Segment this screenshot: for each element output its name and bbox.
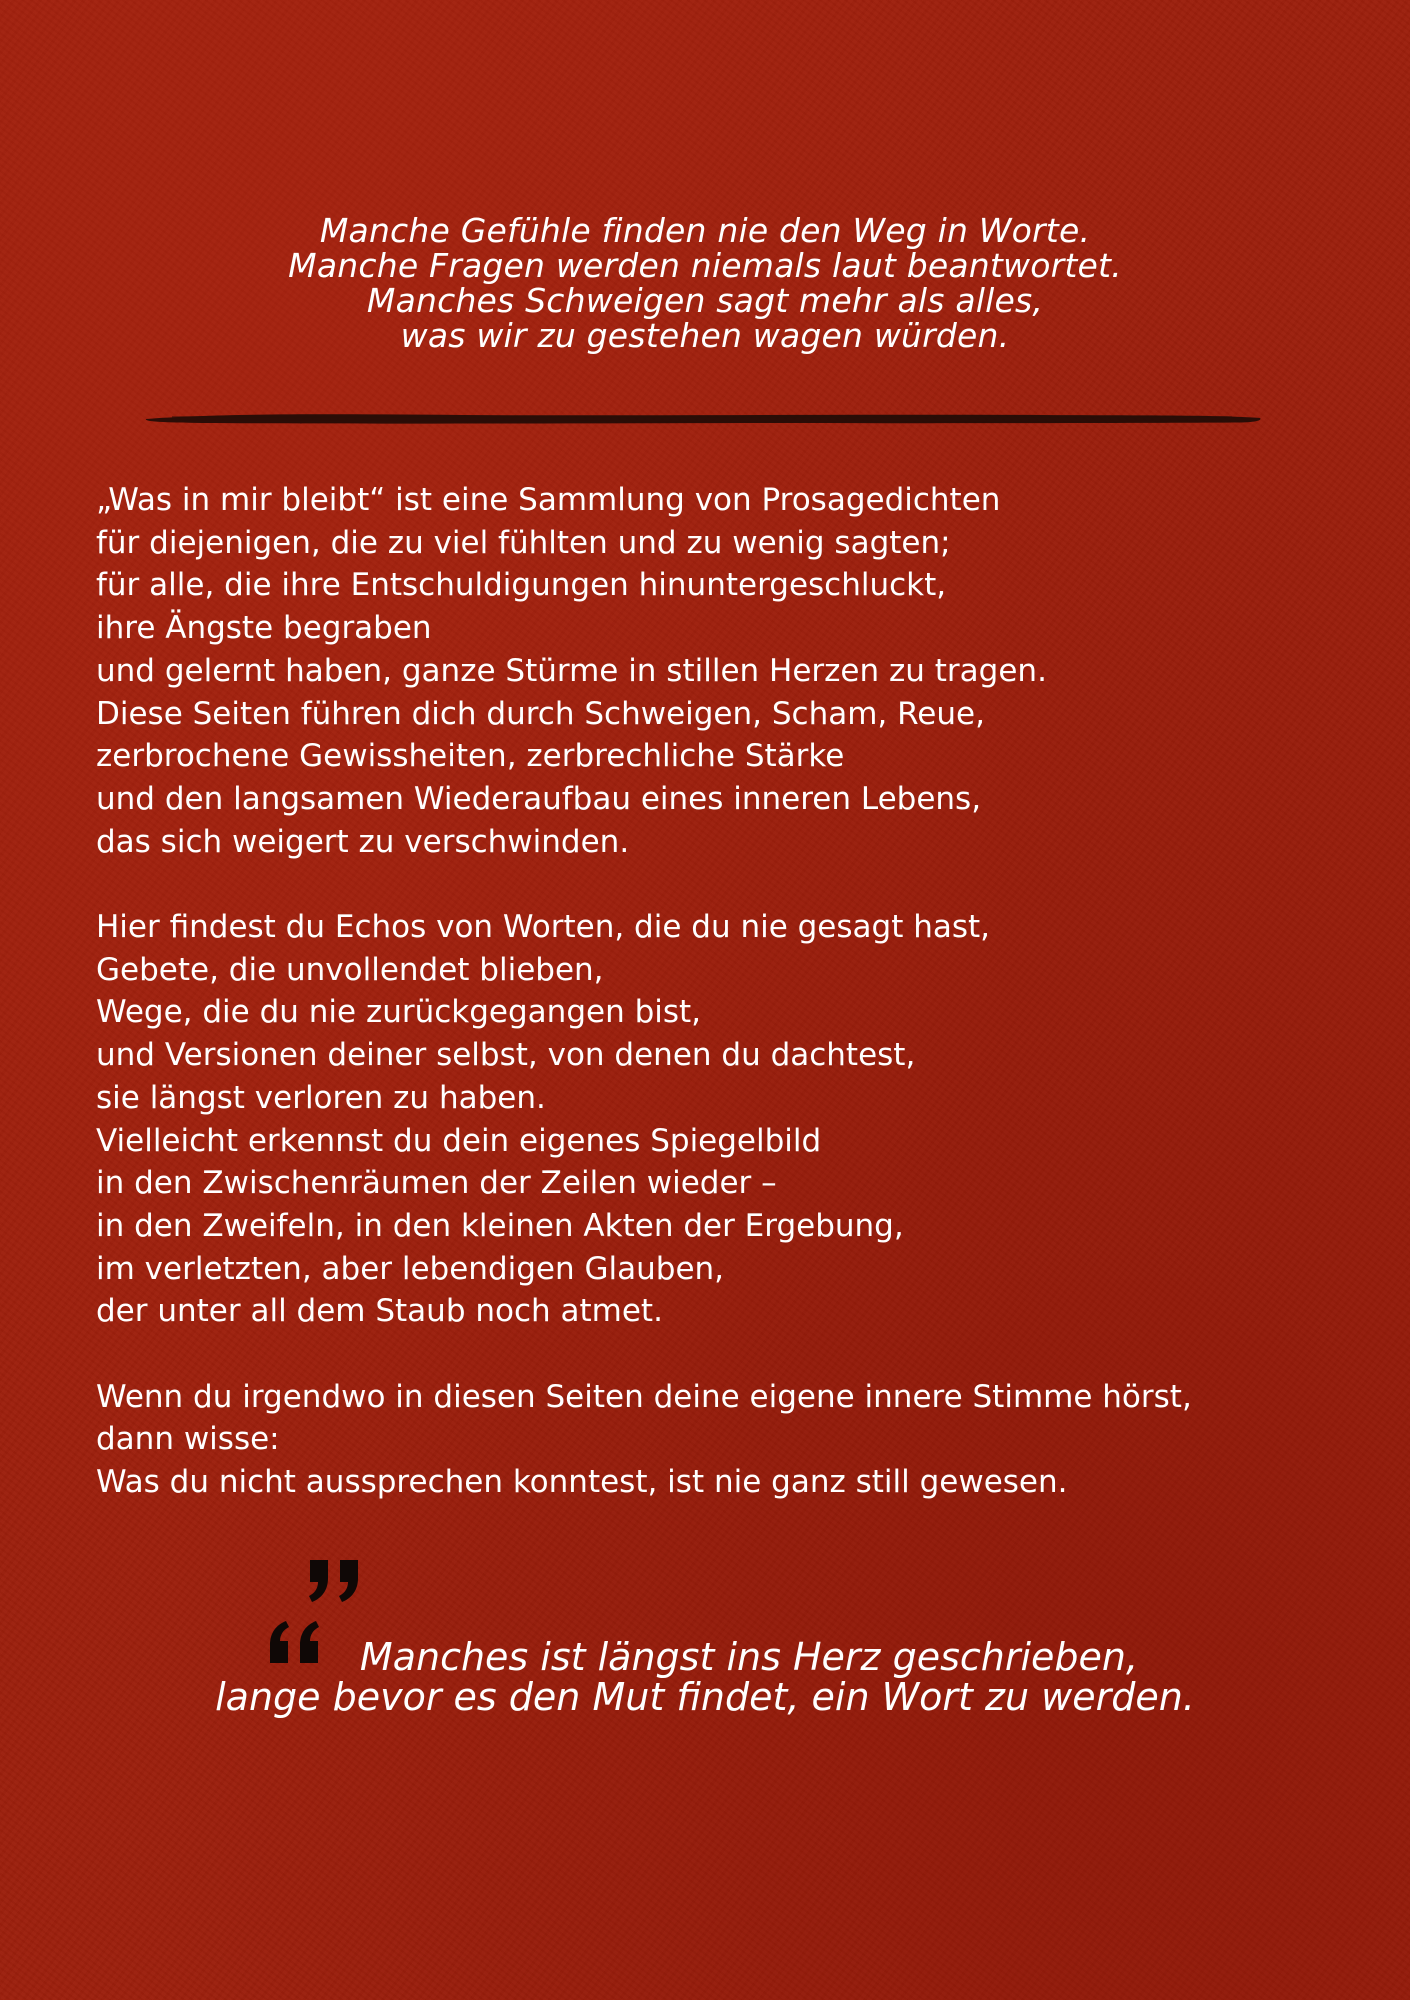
closing-quote (0, 1637, 1410, 1717)
body-line: zerbrochene Gewissheiten, zerbrechliche Stärke (96, 738, 845, 775)
body-line: Wege, die du nie zurückgegangen bist, (96, 994, 702, 1031)
body-line: Was du nicht aussprechen konntest, ist nie ganz still gewesen. (96, 1464, 1068, 1501)
epigraph-line: Manche Gefühle finden nie den Weg in Worte. (319, 211, 1091, 250)
body-line: dann wisse: (96, 1421, 280, 1458)
body-line: in den Zweifeln, in den kleinen Akten der Ergebung, (96, 1207, 904, 1244)
paragraph (96, 906, 1386, 1333)
epigraph-line: was wir zu gestehen wagen würden. (400, 316, 1010, 355)
closing-quote-mark-icon (306, 1558, 366, 1608)
body-line: und Versionen deiner selbst, von denen du dachtest, (96, 1037, 916, 1074)
body-line: sie längst verloren zu haben. (96, 1079, 546, 1116)
paragraph (96, 1376, 1386, 1504)
epigraph (0, 213, 1410, 353)
body-line: für diejenigen, die zu viel fühlten und zu wenig sagten; (96, 524, 951, 561)
body-line: und den langsamen Wiederaufbau eines inneren Lebens, (96, 780, 982, 817)
body-line: im verletzten, aber lebendigen Glauben, (96, 1250, 725, 1287)
body-line: Hier findest du Echos von Worten, die du nie gesagt hast, (96, 909, 991, 946)
body-line: Vielleicht erkennst du dein eigenes Spiegelbild (96, 1122, 822, 1159)
body-line: ihre Ängste begraben (96, 610, 432, 647)
body-text (96, 479, 1386, 1547)
body-line: das sich weigert zu verschwinden. (96, 823, 630, 860)
body-line: Diese Seiten führen dich durch Schweigen, Scham, Reue, (96, 695, 985, 732)
body-line: „Was in mir bleibt“ ist eine Sammlung von Prosagedichten (96, 482, 1001, 518)
closing-quote-line: Manches ist längst ins Herz geschrieben, (359, 1635, 1139, 1679)
epigraph-line: Manches Schweigen sagt mehr als alles, (366, 281, 1044, 320)
body-line: für alle, die ihre Entschuldigungen hinuntergeschluckt, (96, 567, 947, 604)
body-line: der unter all dem Staub noch atmet. (96, 1293, 663, 1330)
closing-quote-line: lange bevor es den Mut findet, ein Wort zu werden. (215, 1675, 1195, 1719)
body-line: Wenn du irgendwo in diesen Seiten deine eigene innere Stimme hörst, (96, 1378, 1192, 1415)
epigraph-line: Manche Fragen werden niemals laut beantwortet. (288, 246, 1122, 285)
paragraph (96, 479, 1386, 863)
brush-stroke-divider (142, 408, 1264, 430)
body-line: Gebete, die unvollendet blieben, (96, 951, 604, 988)
body-line: und gelernt haben, ganze Stürme in stillen Herzen zu tragen. (96, 652, 1047, 689)
body-line: in den Zwischenräumen der Zeilen wieder – (96, 1165, 777, 1202)
